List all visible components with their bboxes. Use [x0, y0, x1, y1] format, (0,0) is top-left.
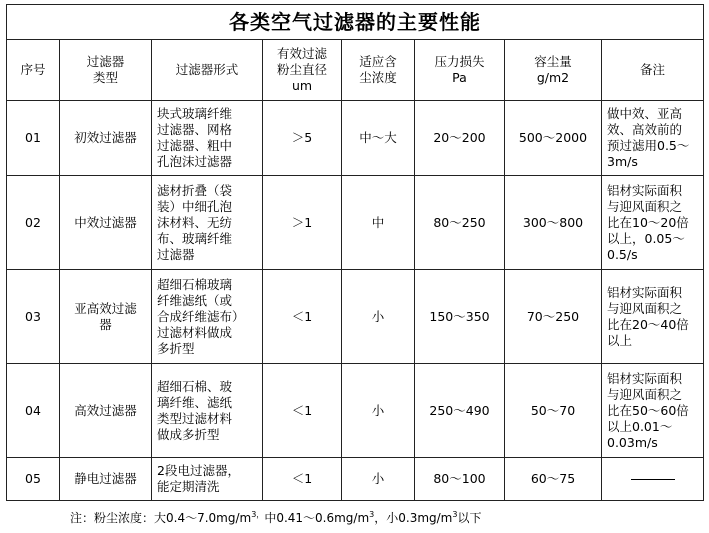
cell-concentration: 小 — [342, 270, 415, 364]
cell-type: 初效过滤器 — [60, 101, 152, 176]
cell-concentration: 中～大 — [342, 101, 415, 176]
cell-pressure-loss: 80～100 — [415, 458, 505, 501]
cell-concentration: 小 — [342, 364, 415, 458]
header-form: 过滤器形式 — [152, 40, 263, 101]
cell-dust-size: ＜1 — [263, 270, 342, 364]
cell-remark: 铝材实际面积 与迎风面积之 比在50～60倍 以上0.01～ 0.03m/s — [602, 364, 704, 458]
header-row — [7, 40, 704, 101]
cell-type: 高效过滤器 — [60, 364, 152, 458]
cell-pressure-loss: 80～250 — [415, 176, 505, 270]
cell-type: 静电过滤器 — [60, 458, 152, 501]
cell-pressure-loss: 20～200 — [415, 101, 505, 176]
table-row — [7, 364, 704, 458]
cell-pressure-loss: 250～490 — [415, 364, 505, 458]
cell-form: 块式玻璃纤维 过滤器、网格 过滤器、粗中 孔泡沫过滤器 — [152, 101, 263, 176]
table-row — [7, 101, 704, 176]
cell-dust-capacity: 60～75 — [505, 458, 602, 501]
footnote-prefix: 注：粉尘浓度：大0.4～7.0mg/m — [70, 511, 252, 525]
footnote — [70, 509, 481, 526]
cell-concentration: 小 — [342, 458, 415, 501]
cell-dust-capacity: 500～2000 — [505, 101, 602, 176]
cell-form: 超细石棉、玻 璃纤维、滤纸 类型过滤材料 做成多折型 — [152, 364, 263, 458]
header-dust-size: 有效过滤 粉尘直径 um — [263, 40, 342, 101]
footnote-sup-3: 3 — [452, 510, 458, 519]
cell-index: 04 — [7, 364, 60, 458]
cell-dust-size: ＞5 — [263, 101, 342, 176]
table-row — [7, 176, 704, 270]
cell-remark: 铝材实际面积 与迎风面积之 比在20～40倍 以上 — [602, 270, 704, 364]
cell-index: 05 — [7, 458, 60, 501]
header-index: 序号 — [7, 40, 60, 101]
cell-index: 01 — [7, 101, 60, 176]
cell-dust-capacity: 300～800 — [505, 176, 602, 270]
cell-dust-size: ＜1 — [263, 458, 342, 501]
cell-dust-size: ＜1 — [263, 364, 342, 458]
cell-concentration: 中 — [342, 176, 415, 270]
footnote-sup-2: 3 — [369, 510, 375, 519]
cell-dust-capacity: 70～250 — [505, 270, 602, 364]
footnote-mid-2: ，小0.3mg/m — [374, 511, 453, 525]
cell-index: 03 — [7, 270, 60, 364]
header-type: 过滤器 类型 — [60, 40, 152, 101]
cell-dust-size: ＞1 — [263, 176, 342, 270]
cell-form: 2段电过滤器， 能定期清洗 — [152, 458, 263, 501]
cell-type: 中效过滤器 — [60, 176, 152, 270]
header-pressure-loss: 压力损失 Pa — [415, 40, 505, 101]
table-row — [7, 270, 704, 364]
cell-type: 亚高效过滤 器 — [60, 270, 152, 364]
footnote-sup-1: 3， — [251, 510, 265, 519]
cell-form: 超细石棉玻璃 纤维滤纸（或 合成纤维滤布） 过滤材料做成 多折型 — [152, 270, 263, 364]
empty-dash — [631, 479, 675, 480]
header-remark: 备注 — [602, 40, 704, 101]
cell-pressure-loss: 150～350 — [415, 270, 505, 364]
cell-remark — [602, 458, 704, 501]
cell-form: 滤材折叠（袋 装）中细孔泡 沫材料、无纺 布、玻璃纤维 过滤器 — [152, 176, 263, 270]
header-dust-capacity: 容尘量 g/m2 — [505, 40, 602, 101]
footnote-mid-1: 中0.41～0.6mg/m — [264, 511, 370, 525]
cell-dust-capacity: 50～70 — [505, 364, 602, 458]
footnote-suffix: 以下 — [457, 511, 482, 525]
table-row — [7, 458, 704, 501]
cell-remark: 做中效、亚高 效、高效前的 预过滤用0.5～ 3m/s — [602, 101, 704, 176]
filter-performance-table — [6, 4, 704, 501]
cell-remark: 铝材实际面积 与迎风面积之 比在10～20倍 以上，0.05～ 0.5/s — [602, 176, 704, 270]
header-concentration: 适应含 尘浓度 — [342, 40, 415, 101]
table-title: 各类空气过滤器的主要性能 — [7, 5, 704, 40]
cell-index: 02 — [7, 176, 60, 270]
